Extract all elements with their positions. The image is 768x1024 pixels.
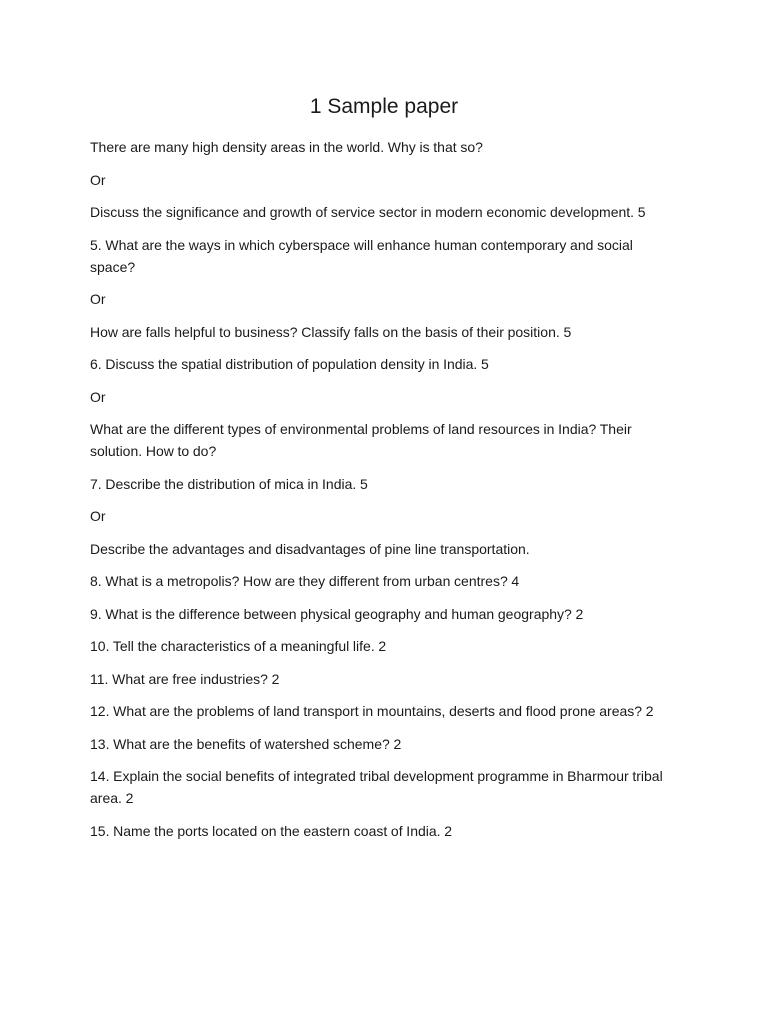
paragraph: Or bbox=[90, 291, 106, 307]
paragraph: Or bbox=[90, 508, 106, 524]
paragraph: 9. What is the difference between physical geography and human geography? 2 bbox=[90, 605, 584, 622]
paragraph: Discuss the significance and growth of service sector in modern economic development. 5 bbox=[90, 204, 646, 220]
paragraph: Or bbox=[90, 171, 106, 188]
paragraph: 13. What are the benefits of watershed scheme? 2 bbox=[90, 735, 402, 752]
page-title: 1 Sample paper bbox=[309, 95, 459, 118]
paragraph: 12. What are the problems of land transport in mountains, deserts and flood prone areas? 2 bbox=[90, 703, 654, 719]
paragraph: Or bbox=[90, 388, 106, 405]
paragraph: 7. Describe the distribution of mica in India. 5 bbox=[90, 475, 368, 492]
paragraph: 6. Discuss the spatial distribution of population density in India. 5 bbox=[90, 356, 489, 372]
paragraph: Describe the advantages and disadvantages of pine line transportation. bbox=[90, 540, 530, 557]
paragraph: 8. What is a metropolis? How are they different from urban centres? 4 bbox=[90, 573, 520, 589]
document-body bbox=[90, 136, 680, 852]
paragraph: What are the different types of environmental problems of land resources in India? Their solution. How to do? bbox=[90, 421, 632, 459]
paragraph: 14. Explain the social benefits of integrated tribal development programme in Bharmour tribal area. 2 bbox=[90, 768, 663, 806]
paragraph: How are falls helpful to business? Classify falls on the basis of their position. 5 bbox=[90, 323, 572, 340]
paragraph: There are many high density areas in the world. Why is that so? bbox=[90, 139, 483, 155]
paragraph: 5. What are the ways in which cyberspace will enhance human contemporary and social space? bbox=[90, 236, 633, 275]
paragraph: 10. Tell the characteristics of a meaningful life. 2 bbox=[90, 638, 387, 654]
paragraph: 15. Name the ports located on the eastern coast of India. 2 bbox=[90, 822, 453, 839]
paragraph: 11. What are free industries? 2 bbox=[90, 670, 280, 687]
